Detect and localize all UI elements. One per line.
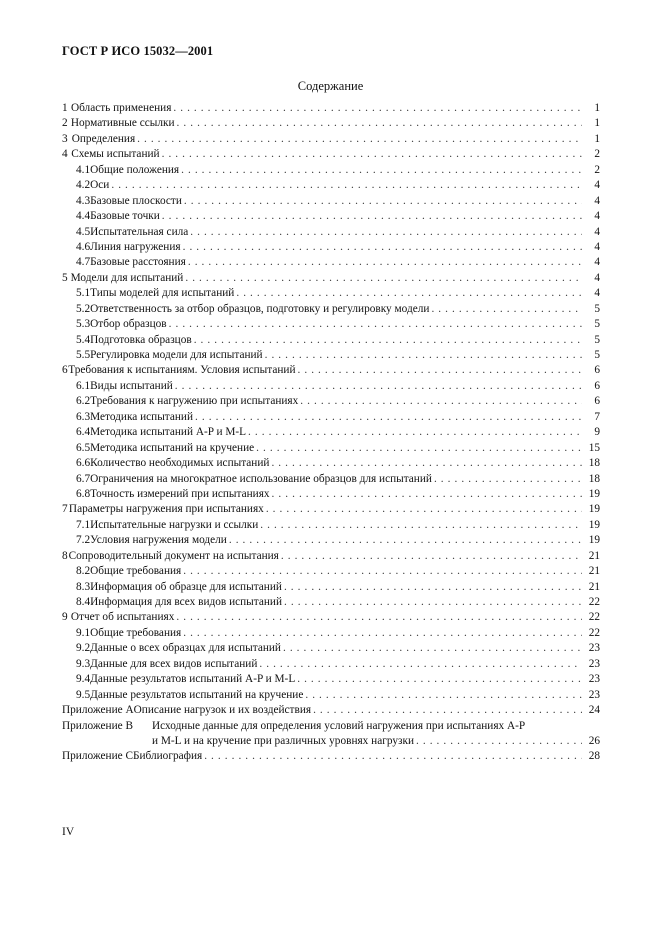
toc-entry bbox=[62, 179, 600, 194]
toc-entry bbox=[62, 581, 600, 596]
toc-entry-text: Методика испытаний A-P и M-L bbox=[90, 426, 247, 439]
toc-entry-text: Испытательные нагрузки и ссылки bbox=[90, 518, 259, 531]
toc-entry-text: Базовые точки bbox=[90, 210, 160, 223]
toc-entry bbox=[62, 380, 600, 395]
toc-entry bbox=[62, 334, 600, 349]
toc-entry-number: 2 bbox=[62, 117, 68, 130]
annex-label: Приложение C bbox=[62, 750, 133, 763]
dot-leader bbox=[431, 303, 582, 315]
toc-entry bbox=[62, 117, 600, 132]
toc-entry-page: 4 bbox=[594, 225, 600, 238]
toc-entry-page: 18 bbox=[588, 472, 600, 485]
toc-entry-number: 8 bbox=[62, 549, 68, 562]
toc-entry-number: 7.2 bbox=[76, 534, 91, 547]
toc-entry-page: 21 bbox=[588, 565, 600, 578]
dot-leader bbox=[184, 195, 582, 207]
toc-entry bbox=[62, 611, 600, 626]
toc-entry bbox=[62, 164, 600, 179]
annex-label: Приложение A bbox=[62, 704, 134, 717]
toc-entry-page: 1 bbox=[594, 102, 600, 114]
toc-entry-number: 6.6 bbox=[76, 457, 91, 470]
toc-entry-text: Требования к испытаниям. Условия испытаний bbox=[68, 364, 296, 377]
toc-entry-text: Регулировка модели для испытаний bbox=[90, 349, 263, 361]
dot-leader bbox=[176, 611, 582, 623]
dot-leader bbox=[284, 596, 582, 608]
dot-leader bbox=[111, 179, 582, 191]
toc-entry-text: Методика испытаний на кручение bbox=[90, 441, 255, 454]
toc-entry-number: 6.2 bbox=[76, 395, 91, 408]
toc-entry-text: Данные для всех видов испытаний bbox=[90, 657, 258, 670]
toc-entry bbox=[62, 596, 600, 611]
toc-entry-page: 4 bbox=[594, 271, 600, 284]
toc-entry-text: Виды испытаний bbox=[90, 379, 173, 392]
toc-entry bbox=[62, 195, 600, 210]
toc-entry-page: 22 bbox=[588, 611, 600, 624]
toc-annex-entry bbox=[62, 720, 600, 735]
annex-title: Описание нагрузок и их воздействия bbox=[133, 704, 312, 717]
toc-entry-page: 2 bbox=[594, 148, 600, 161]
toc-entry-text: Общие требования bbox=[90, 626, 182, 639]
toc-entry-text: Типы моделей для испытаний bbox=[90, 287, 235, 300]
dot-leader bbox=[260, 519, 582, 531]
dot-leader bbox=[137, 133, 582, 145]
toc-entry-page: 19 bbox=[588, 487, 600, 500]
toc-entry-text: Нормативные ссылки bbox=[70, 117, 175, 130]
toc-entry bbox=[62, 488, 600, 503]
toc-entry-number: 4.1 bbox=[76, 163, 91, 176]
toc-entry-page: 23 bbox=[588, 688, 600, 701]
dot-leader bbox=[169, 318, 582, 330]
toc-entry-page: 7 bbox=[594, 410, 600, 423]
toc-entry-number: 4.6 bbox=[76, 240, 91, 253]
toc-entry-page: 4 bbox=[594, 287, 600, 300]
toc-entry-text: Методика испытаний bbox=[90, 410, 194, 423]
toc-entry-number: 5.3 bbox=[76, 318, 91, 331]
toc-entry-number: 9.4 bbox=[76, 673, 91, 686]
toc-entry-page: 1 bbox=[594, 132, 600, 145]
toc-entry bbox=[62, 503, 600, 518]
toc-entry-number: 6.1 bbox=[76, 379, 91, 392]
toc-entry bbox=[62, 133, 600, 148]
toc-entry-number: 8.4 bbox=[76, 596, 91, 608]
toc-entry-page: 5 bbox=[594, 349, 600, 361]
toc-entry-text: Условия нагружения модели bbox=[90, 534, 227, 547]
toc-entry bbox=[62, 565, 600, 580]
toc-entry-number: 4 bbox=[62, 148, 68, 161]
toc-entry-number: 9.3 bbox=[76, 657, 91, 670]
toc-entry bbox=[62, 318, 600, 333]
toc-entry-number: 6 bbox=[62, 364, 68, 377]
toc-entry bbox=[62, 689, 600, 704]
toc-entry bbox=[62, 673, 600, 688]
toc-entry-text: Данные результатов испытаний на кручение bbox=[90, 688, 304, 701]
dot-leader bbox=[298, 364, 582, 376]
toc-entry-number: 1 bbox=[62, 102, 68, 114]
toc-entry bbox=[62, 411, 600, 426]
toc-entry bbox=[62, 256, 600, 271]
toc-entry-text: Подготовка образцов bbox=[90, 333, 192, 346]
annex-title-continuation: и M-L и на кручение при различных уровнях нагрузки bbox=[152, 734, 414, 747]
toc-entry-page: 23 bbox=[588, 673, 600, 686]
toc-entry-number: 6.7 bbox=[76, 472, 91, 485]
toc-entry-text: Модели для испытаний bbox=[70, 271, 184, 284]
toc-entry-page: 6 bbox=[594, 395, 600, 408]
toc-entry-text: Точность измерений при испытаниях bbox=[90, 487, 270, 500]
dot-leader bbox=[266, 503, 582, 515]
toc-entry-page: 19 bbox=[588, 503, 600, 516]
dot-leader bbox=[248, 426, 582, 438]
dot-leader bbox=[281, 550, 582, 562]
toc-entry-text: Информация об образце для испытаний bbox=[90, 580, 282, 593]
toc-entry-number: 7.1 bbox=[76, 518, 91, 531]
toc-entry-number: 5.4 bbox=[76, 333, 91, 346]
toc-entry-text: Ограничения на многократное использование образцов для испытаний bbox=[90, 472, 432, 485]
toc-entry-text: Данные результатов испытаний A-P и M-L bbox=[90, 673, 296, 686]
toc-entry bbox=[62, 473, 600, 488]
toc-entry-page: 15 bbox=[588, 441, 600, 454]
dot-leader bbox=[305, 689, 582, 701]
toc-annex-entry bbox=[62, 750, 600, 765]
toc-entry-text: Испытательная сила bbox=[90, 225, 189, 238]
toc-entry-text: Отбор образцов bbox=[90, 318, 167, 331]
annex-title: Библиография bbox=[133, 750, 203, 763]
toc-entry bbox=[62, 534, 600, 549]
toc-entry bbox=[62, 642, 600, 657]
toc-annex-entry bbox=[62, 704, 600, 719]
dot-leader bbox=[177, 117, 582, 129]
toc-entry bbox=[62, 210, 600, 225]
toc-entry-number: 4.2 bbox=[76, 179, 91, 192]
toc-entry-number: 7 bbox=[62, 503, 68, 516]
toc-entry-page: 19 bbox=[588, 518, 600, 531]
toc-entry-number: 6.8 bbox=[76, 487, 91, 500]
dot-leader bbox=[175, 380, 582, 392]
toc-entry-page: 4 bbox=[594, 210, 600, 223]
toc-entry bbox=[62, 241, 600, 256]
toc-entry-number: 9.5 bbox=[76, 688, 91, 701]
toc-entry-number: 6.5 bbox=[76, 441, 91, 454]
dot-leader bbox=[173, 102, 582, 114]
toc-entry-text: Общие требования bbox=[90, 565, 182, 578]
dot-leader bbox=[190, 226, 582, 238]
toc-entry-number: 5.2 bbox=[76, 302, 91, 315]
page-number-footer: IV bbox=[62, 826, 75, 838]
toc-entry bbox=[62, 303, 600, 318]
toc-entry-text: Ответственность за отбор образцов, подготовку и регулировку модели bbox=[90, 302, 430, 315]
toc-entry-number: 9.2 bbox=[76, 642, 91, 655]
toc-entry-number: 6.3 bbox=[76, 410, 91, 423]
dot-leader bbox=[283, 642, 582, 654]
toc-entry-page: 4 bbox=[594, 179, 600, 192]
toc-entry-page: 4 bbox=[594, 194, 600, 207]
toc-entry-page: 6 bbox=[594, 364, 600, 377]
dot-leader bbox=[185, 272, 582, 284]
toc-entry-text: Базовые плоскости bbox=[90, 194, 182, 207]
dot-leader bbox=[162, 148, 582, 160]
dot-leader bbox=[236, 287, 582, 299]
toc-entry bbox=[62, 364, 600, 379]
dot-leader bbox=[297, 673, 582, 685]
toc-entry bbox=[62, 658, 600, 673]
dot-leader bbox=[272, 488, 582, 500]
toc-entry-text: Базовые расстояния bbox=[90, 256, 186, 269]
dot-leader bbox=[183, 627, 582, 639]
toc-entry-text: Отчет об испытаниях bbox=[70, 611, 175, 624]
document-header: ГОСТ Р ИСО 15032—2001 bbox=[62, 44, 214, 58]
toc-entry-page: 22 bbox=[588, 626, 600, 639]
toc-entry-text: Схемы испытаний bbox=[71, 148, 160, 161]
dot-leader bbox=[416, 735, 582, 747]
toc-entry-number: 5.1 bbox=[76, 287, 91, 300]
toc-entry bbox=[62, 519, 600, 534]
toc-entry-page: 21 bbox=[588, 580, 600, 593]
toc-entry-number: 4.7 bbox=[76, 256, 91, 269]
toc-entry-page: 23 bbox=[588, 657, 600, 670]
toc-entry-text: Данные о всех образцах для испытаний bbox=[90, 642, 281, 655]
toc-entry-text: Область применения bbox=[70, 102, 172, 114]
toc-entry-number: 4.5 bbox=[76, 225, 91, 238]
dot-leader bbox=[204, 750, 582, 762]
dot-leader bbox=[265, 349, 582, 361]
toc-entry-number: 4.3 bbox=[76, 194, 91, 207]
toc-entry-number: 4.4 bbox=[76, 210, 91, 223]
toc-entry-number: 3 bbox=[62, 132, 68, 145]
toc-entry bbox=[62, 550, 600, 565]
toc-entry-text: Количество необходимых испытаний bbox=[90, 457, 270, 470]
toc-entry bbox=[62, 395, 600, 410]
toc-entry-number: 9 bbox=[62, 611, 68, 624]
dot-leader bbox=[271, 457, 582, 469]
dot-leader bbox=[284, 581, 582, 593]
toc-entry bbox=[62, 102, 600, 117]
toc-entry-number: 8.2 bbox=[76, 565, 91, 578]
dot-leader bbox=[313, 704, 582, 716]
annex-label: Приложение B bbox=[62, 719, 133, 732]
toc-entry-text: Требования к нагружению при испытаниях bbox=[90, 395, 299, 408]
dot-leader bbox=[188, 256, 582, 268]
dot-leader bbox=[183, 241, 582, 253]
dot-leader bbox=[194, 334, 582, 346]
toc-entry-page: 9 bbox=[594, 426, 600, 439]
toc-annex-entry-continuation bbox=[62, 735, 600, 750]
toc-entry-page: 22 bbox=[588, 596, 600, 608]
annex-title: Исходные данные для определения условий нагружения при испытаниях A-P bbox=[152, 719, 526, 732]
dot-leader bbox=[183, 565, 582, 577]
toc-entry-page: 23 bbox=[588, 642, 600, 655]
toc-entry bbox=[62, 457, 600, 472]
toc-entry bbox=[62, 442, 600, 457]
annex-page: 26 bbox=[588, 734, 600, 747]
toc-entry-text: Сопроводительный документ на испытания bbox=[68, 549, 279, 562]
dot-leader bbox=[195, 411, 582, 423]
toc-entry-number: 9.1 bbox=[76, 626, 91, 639]
toc-entry-text: Определения bbox=[71, 132, 136, 145]
toc-entry-text: Информация для всех видов испытаний bbox=[90, 596, 282, 608]
dot-leader bbox=[259, 658, 582, 670]
toc-entry-page: 18 bbox=[588, 457, 600, 470]
toc-entry bbox=[62, 272, 600, 287]
toc-entry-number: 5.5 bbox=[76, 349, 91, 361]
toc-entry-number: 8.3 bbox=[76, 580, 91, 593]
toc-entry bbox=[62, 426, 600, 441]
dot-leader bbox=[434, 473, 582, 485]
toc-entry bbox=[62, 226, 600, 241]
toc-entry-text: Оси bbox=[90, 179, 110, 192]
annex-page: 24 bbox=[588, 704, 600, 717]
toc-entry-page: 21 bbox=[588, 549, 600, 562]
dot-leader bbox=[256, 442, 582, 454]
toc-entry-page: 5 bbox=[594, 333, 600, 346]
toc-entry-text: Общие положения bbox=[90, 163, 180, 176]
dot-leader bbox=[229, 534, 582, 546]
toc-entry-page: 4 bbox=[594, 240, 600, 253]
toc-entry-number: 6.4 bbox=[76, 426, 91, 439]
toc-entry-page: 19 bbox=[588, 534, 600, 547]
toc-entry-page: 4 bbox=[594, 256, 600, 269]
toc-entry-page: 2 bbox=[594, 163, 600, 176]
dot-leader bbox=[300, 395, 582, 407]
toc-entry bbox=[62, 349, 600, 364]
toc-entry-text: Параметры нагружения при испытаниях bbox=[68, 503, 264, 516]
table-of-contents bbox=[62, 102, 600, 766]
toc-entry-page: 6 bbox=[594, 379, 600, 392]
toc-title: Содержание bbox=[297, 79, 364, 93]
toc-entry-number: 5 bbox=[62, 271, 68, 284]
toc-entry-page: 5 bbox=[594, 318, 600, 331]
annex-page: 28 bbox=[588, 750, 600, 763]
dot-leader bbox=[181, 164, 582, 176]
toc-entry bbox=[62, 627, 600, 642]
toc-entry-text: Линия нагружения bbox=[90, 240, 181, 253]
toc-entry-page: 5 bbox=[594, 302, 600, 315]
toc-entry bbox=[62, 148, 600, 163]
toc-entry-page: 1 bbox=[594, 117, 600, 130]
toc-entry bbox=[62, 287, 600, 302]
dot-leader bbox=[162, 210, 582, 222]
